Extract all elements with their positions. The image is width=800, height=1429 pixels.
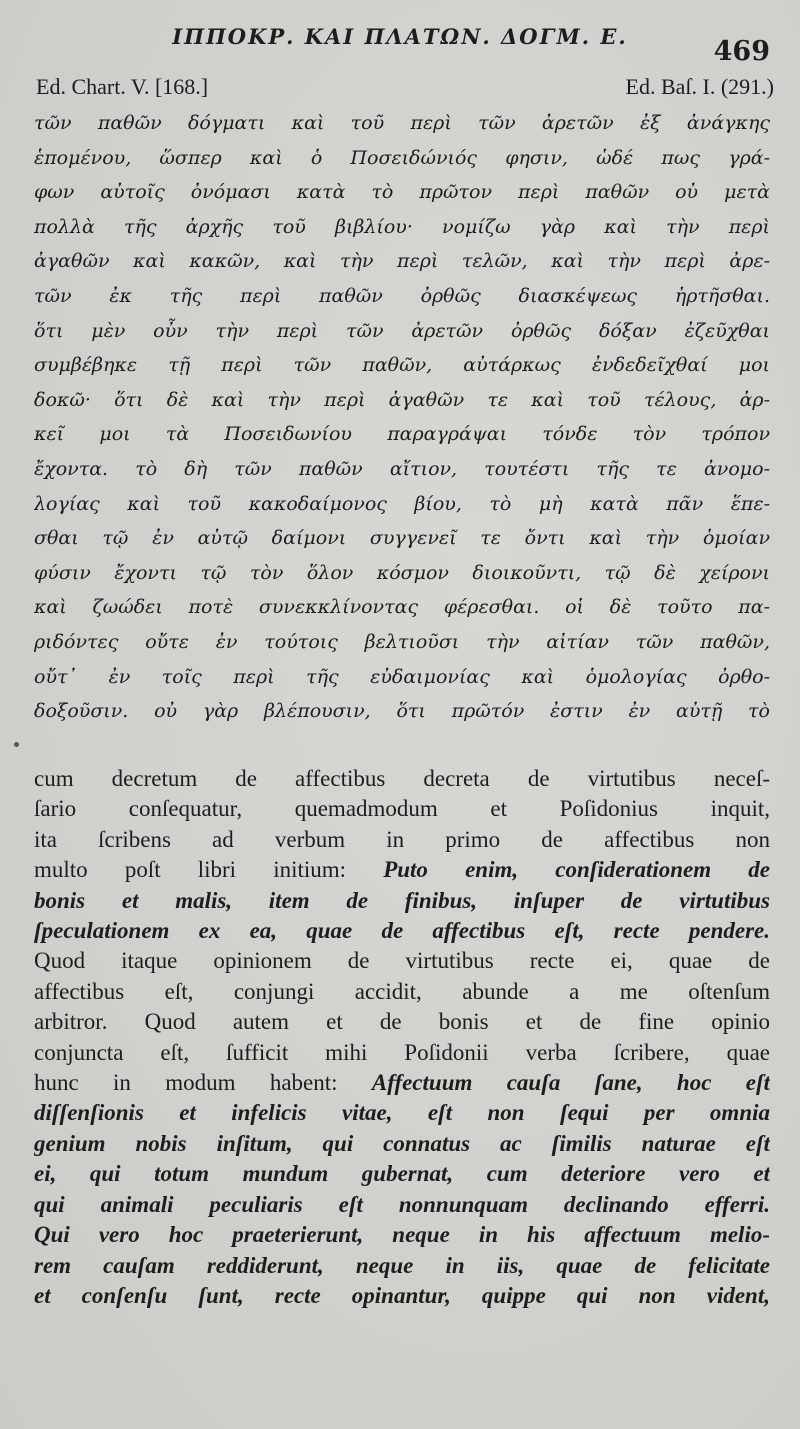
latin-quotation-segment: bonis et malis, item de finibus, inſuper de virtutibus (34, 887, 770, 913)
greek-line: ὅτι μὲν οὖν τὴν περὶ τῶν ἀρετῶν ὀρθῶς δόξαν ἐζεῦχθαι (34, 319, 770, 342)
greek-line: ἀγαθῶν καὶ κακῶν, καὶ τὴν περὶ τελῶν, καὶ τὴν περὶ ἀρε- (34, 250, 770, 273)
greek-line: φων αὐτοῖς ὀνόμασι κατὰ τὸ πρῶτον περὶ παθῶν οὐ μετὰ (34, 181, 770, 204)
greek-line: ἑπομένου, ὥσπερ καὶ ὁ Ποσειδώνιός φησιν, ὡδέ πως γρά- (34, 146, 770, 169)
greek-line: οὔτ᾽ ἐν τοῖς περὶ τῆς εὐδαιμονίας καὶ ὁμολογίας ὀρθο- (34, 665, 770, 688)
latin-line (34, 1159, 770, 1189)
greek-line: λογίας καὶ τοῦ κακοδαίμονος βίου, τὸ μὴ κατὰ πᾶν ἕπε- (34, 492, 770, 515)
latin-text-block (34, 764, 770, 1311)
latin-segment: arbitror. Quod autem et de bonis et de fine opinio (34, 1009, 770, 1035)
latin-segment: conjuncta eſt, ſufficit mihi Poſidonii verba ſcribere, quae (34, 1039, 770, 1065)
edition-line (36, 74, 774, 100)
page-number: 469 (713, 36, 770, 67)
latin-quotation-segment: ſpeculationem ex ea, quae de affectibus eſt, recte pendere. (34, 918, 770, 944)
latin-segment: ſario conſequatur, quemadmodum et Poſidonius inquit, (34, 796, 770, 822)
greek-line: κεῖ μοι τὰ Ποσειδωνίου παραγράψαι τόνδε τὸν τρόπον (34, 423, 770, 446)
latin-quotation-segment: rem cauſam reddiderunt, neque in iis, quae de felicitate (34, 1252, 770, 1278)
greek-line: ἔχοντα. τὸ δὴ τῶν παθῶν αἴτιον, τουτέστι τῆς τε ἀνομο- (34, 457, 770, 480)
latin-line (34, 1007, 770, 1037)
greek-text-block (34, 106, 770, 729)
latin-segment: affectibus eſt, conjungi accidit, abunde a me oſtenſum (34, 978, 770, 1004)
latin-line (34, 1098, 770, 1128)
latin-line (34, 764, 770, 794)
latin-quotation-segment: qui animali peculiaris eſt nonnunquam declinando efferri. (34, 1191, 770, 1217)
latin-segment: Quod itaque opinionem de virtutibus recte ei, quae de (34, 948, 770, 974)
latin-line (34, 1220, 770, 1250)
latin-quotation-segment: diſſenſionis et infelicis vitae, eſt non ſequi per omnia (34, 1100, 770, 1126)
latin-line (34, 946, 770, 976)
greek-line: δοξοῦσιν. οὐ γὰρ βλέπουσιν, ὅτι πρῶτόν ἐστιν ἐν αὐτῇ τὸ (34, 700, 770, 723)
greek-line: τῶν ἐκ τῆς περὶ παθῶν ὀρθῶς διασκέψεως ἠρτῆσθαι. (34, 284, 770, 307)
latin-segment: hunc in modum habent: (34, 1070, 372, 1096)
greek-line: τῶν παθῶν δόγματι καὶ τοῦ περὶ τῶν ἀρετῶν ἐξ ἀνάγκης (34, 112, 770, 134)
latin-line (34, 1038, 770, 1068)
greek-line: συμβέβηκε τῇ περὶ τῶν παθῶν, αὐτάρκως ἐνδεδεῖχθαί μοι (34, 354, 770, 377)
latin-line (34, 977, 770, 1007)
latin-line (34, 1281, 770, 1311)
latin-line (34, 1190, 770, 1220)
edition-basel: Ed. Baſ. I. (291.) (625, 74, 774, 99)
greek-line: πολλὰ τῆς ἀρχῆς τοῦ βιβλίου· νομίζω γὰρ καὶ τὴν περὶ (34, 215, 770, 238)
latin-segment: ita ſcribens ad verbum in primo de affectibus non (34, 826, 770, 852)
edition-chartier: Ed. Chart. V. [168.] (36, 74, 209, 99)
latin-quotation-segment: et conſenſu ſunt, recte opinantur, quippe qui non vident, (34, 1282, 770, 1308)
latin-quotation-segment: genium nobis inſitum, qui connatus ac ſimilis naturae eſt (34, 1130, 770, 1156)
latin-quotation-segment: Qui vero hoc praeterierunt, neque in his affectuum melio- (34, 1222, 770, 1248)
latin-line (34, 1068, 770, 1098)
latin-quotation-segment: Affectuum cauſa ſane, hoc eſt (371, 1070, 770, 1096)
latin-quotation-segment: Puto enim, conſiderationem de (383, 857, 770, 883)
greek-line: ριδόντες οὔτε ἐν τούτοις βελτιοῦσι τὴν αἰτίαν τῶν παθῶν, (34, 630, 770, 653)
latin-quotation-segment: ei, qui totum mundum gubernat, cum deteriore vero et (34, 1161, 770, 1187)
latin-segment: multo poſt libri initium: (34, 857, 384, 883)
greek-line: δοκῶ· ὅτι δὲ καὶ τὴν περὶ ἀγαθῶν τε καὶ τοῦ τέλους, ἀρ- (34, 388, 770, 411)
latin-line (34, 886, 770, 916)
margin-dot (14, 742, 19, 747)
latin-segment: cum decretum de affectibus decreta de virtutibus neceſ- (34, 766, 770, 791)
latin-line (34, 1251, 770, 1281)
latin-line (34, 855, 770, 885)
latin-line (34, 825, 770, 855)
running-head: ΙΠΠΟΚΡ. ΚΑΙ ΠΛΑΤΩΝ. ΔΟΓΜ. Ε. (172, 24, 628, 49)
greek-line: καὶ ζωώδει ποτὲ συνεκκλίνοντας φέρεσθαι. οἱ δὲ τοῦτο πα- (34, 596, 770, 619)
latin-line (34, 1129, 770, 1159)
latin-line (34, 916, 770, 946)
greek-line: φύσιν ἔχοντι τῷ τὸν ὅλον κόσμον διοικοῦντι, τῷ δὲ χείρονι (34, 561, 770, 584)
latin-line (34, 794, 770, 824)
greek-line: σθαι τῷ ἐν αὐτῷ δαίμονι συγγενεῖ τε ὄντι καὶ τὴν ὁμοίαν (34, 527, 770, 550)
